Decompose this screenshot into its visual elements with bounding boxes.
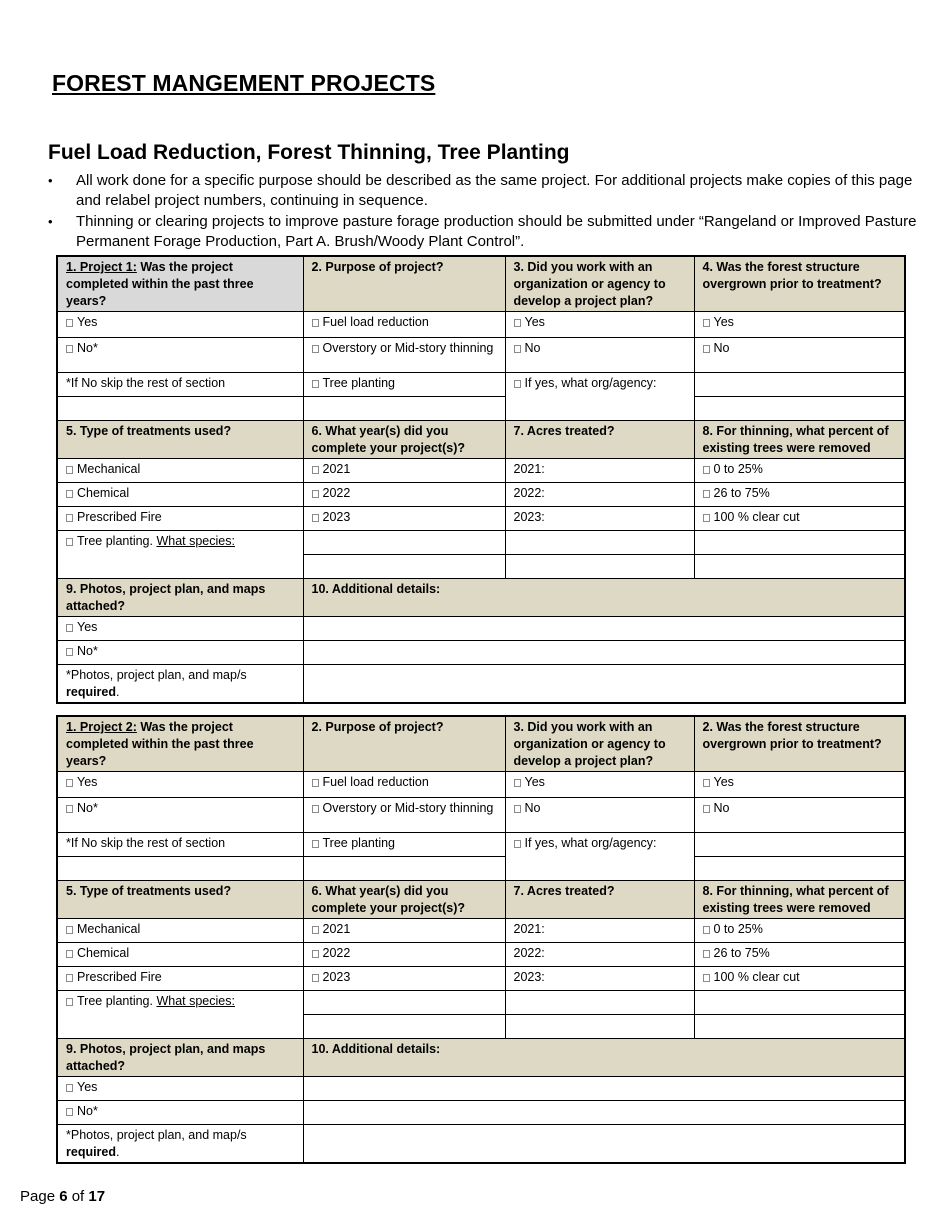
checkbox-icon[interactable] (312, 974, 319, 982)
list-item (48, 212, 918, 252)
q7-acres-2022-field[interactable]: 2022: (505, 483, 694, 507)
checkbox-icon[interactable] (312, 779, 319, 787)
checkbox-icon[interactable] (703, 805, 710, 813)
q5-chemical-option[interactable]: Chemical (57, 483, 303, 507)
q7-acres-2023-field[interactable]: 2023: (505, 967, 694, 991)
q2-fuel-load-option[interactable]: Fuel load reduction (303, 312, 505, 338)
q5-tree-planting-option[interactable]: Tree planting. What species: (57, 531, 303, 579)
checkbox-icon[interactable] (66, 624, 73, 632)
q4-yes-option[interactable]: Yes (694, 312, 905, 338)
q3-yes-option[interactable]: Yes (505, 312, 694, 338)
checkbox-icon[interactable] (312, 840, 319, 848)
q1-yes-option[interactable]: Yes (57, 312, 303, 338)
checkbox-icon[interactable] (66, 514, 73, 522)
q1-header (57, 716, 303, 772)
photos-required-note: *Photos, project plan, and map/s required. (57, 665, 303, 704)
checkbox-icon[interactable] (703, 779, 710, 787)
checkbox-icon[interactable] (66, 805, 73, 813)
q8-header: 8. For thinning, what percent of existing trees were removed (694, 881, 905, 919)
q4-header: 2. Was the forest structure overgrown prior to treatment? (694, 716, 905, 772)
checkbox-icon[interactable] (312, 490, 319, 498)
checkbox-icon[interactable] (703, 345, 710, 353)
checkbox-icon[interactable] (514, 779, 521, 787)
checkbox-icon[interactable] (703, 514, 710, 522)
q2-overstory-option[interactable]: Overstory or Mid-story thinning (303, 338, 505, 373)
q6-2021-option[interactable]: 2021 (303, 919, 505, 943)
q8-0-25-option[interactable]: 0 to 25% (694, 919, 905, 943)
blank-cell[interactable] (694, 1015, 905, 1039)
skip-note: *If No skip the rest of section (57, 373, 303, 397)
checkbox-icon[interactable] (703, 974, 710, 982)
q6-2023-option[interactable]: 2023 (303, 967, 505, 991)
blank-cell[interactable] (57, 857, 303, 881)
q9-no-option[interactable]: No* (57, 641, 303, 665)
q8-0-25-option[interactable]: 0 to 25% (694, 459, 905, 483)
q7-header: 7. Acres treated? (505, 881, 694, 919)
q5-tree-planting-option[interactable]: Tree planting. What species: (57, 991, 303, 1039)
checkbox-icon[interactable] (66, 998, 73, 1006)
instruction-list (48, 171, 918, 253)
q7-acres-2021-field[interactable]: 2021: (505, 919, 694, 943)
checkbox-icon[interactable] (514, 319, 521, 327)
blank-cell[interactable] (694, 531, 905, 555)
q6-header: 6. What year(s) did you complete your project(s)? (303, 881, 505, 919)
blank-cell[interactable] (303, 397, 505, 421)
q10-header: 10. Additional details: (303, 579, 905, 617)
checkbox-icon[interactable] (66, 648, 73, 656)
q10-details-field[interactable] (303, 1077, 905, 1101)
checkbox-icon[interactable] (312, 950, 319, 958)
blank-cell[interactable] (303, 1015, 505, 1039)
q7-acres-2022-field[interactable]: 2022: (505, 943, 694, 967)
q8-26-75-option[interactable]: 26 to 75% (694, 943, 905, 967)
q8-100-option[interactable]: 100 % clear cut (694, 967, 905, 991)
q9-header: 9. Photos, project plan, and maps attached? (57, 579, 303, 617)
q1-label: 1. Project 2: (66, 720, 137, 734)
checkbox-icon[interactable] (703, 319, 710, 327)
q7-acres-2021-field[interactable]: 2021: (505, 459, 694, 483)
blank-cell[interactable] (694, 857, 905, 881)
checkbox-icon[interactable] (312, 466, 319, 474)
list-item (48, 171, 918, 211)
photos-required-note: *Photos, project plan, and map/s required. (57, 1125, 303, 1164)
q10-details-field[interactable] (303, 1125, 905, 1164)
q3-no-option[interactable]: No (505, 338, 694, 373)
q9-no-option[interactable]: No* (57, 1101, 303, 1125)
project-1-form (56, 255, 906, 704)
checkbox-icon[interactable] (66, 974, 73, 982)
instruction-text: All work done for a specific purpose should be described as the same project. For additional projects make copies of this page and relabel project numbers, continuing in sequence. (76, 172, 913, 209)
q10-details-field[interactable] (303, 1101, 905, 1125)
q2-header: 2. Purpose of project? (303, 256, 505, 312)
q3-no-option[interactable]: No (505, 798, 694, 833)
project-2-form (56, 715, 906, 1164)
blank-cell[interactable] (505, 555, 694, 579)
checkbox-icon[interactable] (703, 926, 710, 934)
q5-mechanical-option[interactable]: Mechanical (57, 919, 303, 943)
checkbox-icon[interactable] (66, 1084, 73, 1092)
bullet-icon: • (48, 173, 53, 188)
blank-cell[interactable] (505, 1015, 694, 1039)
q6-header: 6. What year(s) did you complete your project(s)? (303, 421, 505, 459)
q5-prescribed-fire-option[interactable]: Prescribed Fire (57, 507, 303, 531)
blank-cell[interactable] (694, 373, 905, 397)
q8-header: 8. For thinning, what percent of existing trees were removed (694, 421, 905, 459)
checkbox-icon[interactable] (514, 805, 521, 813)
q10-details-field[interactable] (303, 641, 905, 665)
blank-cell[interactable] (303, 857, 505, 881)
blank-cell[interactable] (505, 991, 694, 1015)
q2-fuel-load-option[interactable]: Fuel load reduction (303, 772, 505, 798)
q6-2022-option[interactable]: 2022 (303, 943, 505, 967)
checkbox-icon[interactable] (312, 805, 319, 813)
q5-header: 5. Type of treatments used? (57, 881, 303, 919)
bullet-icon: • (48, 214, 53, 229)
q4-header: 4. Was the forest structure overgrown prior to treatment? (694, 256, 905, 312)
q2-tree-planting-option[interactable]: Tree planting (303, 373, 505, 397)
checkbox-icon[interactable] (66, 950, 73, 958)
q3-org-agency-field[interactable]: If yes, what org/agency: (505, 833, 694, 881)
q2-header: 2. Purpose of project? (303, 716, 505, 772)
checkbox-icon[interactable] (66, 1108, 73, 1116)
q2-tree-planting-option[interactable]: Tree planting (303, 833, 505, 857)
q1-text: Was the project completed within the past three years? (66, 720, 254, 768)
blank-cell[interactable] (57, 397, 303, 421)
blank-cell[interactable] (694, 555, 905, 579)
checkbox-icon[interactable] (514, 840, 521, 848)
q8-100-option[interactable]: 100 % clear cut (694, 507, 905, 531)
checkbox-icon[interactable] (703, 466, 710, 474)
q3-yes-option[interactable]: Yes (505, 772, 694, 798)
checkbox-icon[interactable] (312, 926, 319, 934)
q5-chemical-option[interactable]: Chemical (57, 943, 303, 967)
checkbox-icon[interactable] (703, 490, 710, 498)
q3-header: 3. Did you work with an organization or agency to develop a project plan? (505, 716, 694, 772)
instruction-text: Thinning or clearing projects to improve pasture forage production should be submitted under “Rangeland or Improved Pasture Permanent Forage Production, Part A. Brush/Woody Plant Control”. (76, 213, 917, 250)
checkbox-icon[interactable] (312, 380, 319, 388)
checkbox-icon[interactable] (312, 514, 319, 522)
q6-2021-option[interactable]: 2021 (303, 459, 505, 483)
blank-cell[interactable] (303, 991, 505, 1015)
q6-2022-option[interactable]: 2022 (303, 483, 505, 507)
checkbox-icon[interactable] (703, 950, 710, 958)
q9-yes-option[interactable]: Yes (57, 1077, 303, 1101)
checkbox-icon[interactable] (66, 926, 73, 934)
q1-no-option[interactable]: No* (57, 338, 303, 373)
q3-header: 3. Did you work with an organization or agency to develop a project plan? (505, 256, 694, 312)
checkbox-icon[interactable] (66, 319, 73, 327)
blank-cell[interactable] (694, 833, 905, 857)
blank-cell[interactable] (505, 531, 694, 555)
q10-details-field[interactable] (303, 617, 905, 641)
q5-header: 5. Type of treatments used? (57, 421, 303, 459)
checkbox-icon[interactable] (66, 538, 73, 546)
checkbox-icon[interactable] (514, 345, 521, 353)
checkbox-icon[interactable] (312, 319, 319, 327)
q4-no-option[interactable]: No (694, 338, 905, 373)
q1-header (57, 256, 303, 312)
q7-header: 7. Acres treated? (505, 421, 694, 459)
q4-no-option[interactable]: No (694, 798, 905, 833)
checkbox-icon[interactable] (66, 466, 73, 474)
q10-details-field[interactable] (303, 665, 905, 704)
blank-cell[interactable] (694, 991, 905, 1015)
q5-mechanical-option[interactable]: Mechanical (57, 459, 303, 483)
page-title: FOREST MANGEMENT PROJECTS (52, 70, 436, 96)
blank-cell[interactable] (303, 555, 505, 579)
checkbox-icon[interactable] (312, 345, 319, 353)
checkbox-icon[interactable] (66, 779, 73, 787)
skip-note: *If No skip the rest of section (57, 833, 303, 857)
q1-label: 1. Project 1: (66, 260, 137, 274)
checkbox-icon[interactable] (514, 380, 521, 388)
page-number: Page 6 of 17 (20, 1188, 106, 1205)
q4-yes-option[interactable]: Yes (694, 772, 905, 798)
q2-overstory-option[interactable]: Overstory or Mid-story thinning (303, 798, 505, 833)
q1-text: Was the project completed within the past three years? (66, 260, 254, 308)
q9-header: 9. Photos, project plan, and maps attached? (57, 1039, 303, 1077)
q7-acres-2023-field[interactable]: 2023: (505, 507, 694, 531)
checkbox-icon[interactable] (66, 490, 73, 498)
checkbox-icon[interactable] (66, 345, 73, 353)
q1-yes-option[interactable]: Yes (57, 772, 303, 798)
q8-26-75-option[interactable]: 26 to 75% (694, 483, 905, 507)
section-heading: Fuel Load Reduction, Forest Thinning, Tree Planting (48, 141, 570, 164)
q9-yes-option[interactable]: Yes (57, 617, 303, 641)
blank-cell[interactable] (303, 531, 505, 555)
blank-cell[interactable] (694, 397, 905, 421)
q10-header: 10. Additional details: (303, 1039, 905, 1077)
q1-no-option[interactable]: No* (57, 798, 303, 833)
q6-2023-option[interactable]: 2023 (303, 507, 505, 531)
q5-prescribed-fire-option[interactable]: Prescribed Fire (57, 967, 303, 991)
q3-org-agency-field[interactable]: If yes, what org/agency: (505, 373, 694, 421)
